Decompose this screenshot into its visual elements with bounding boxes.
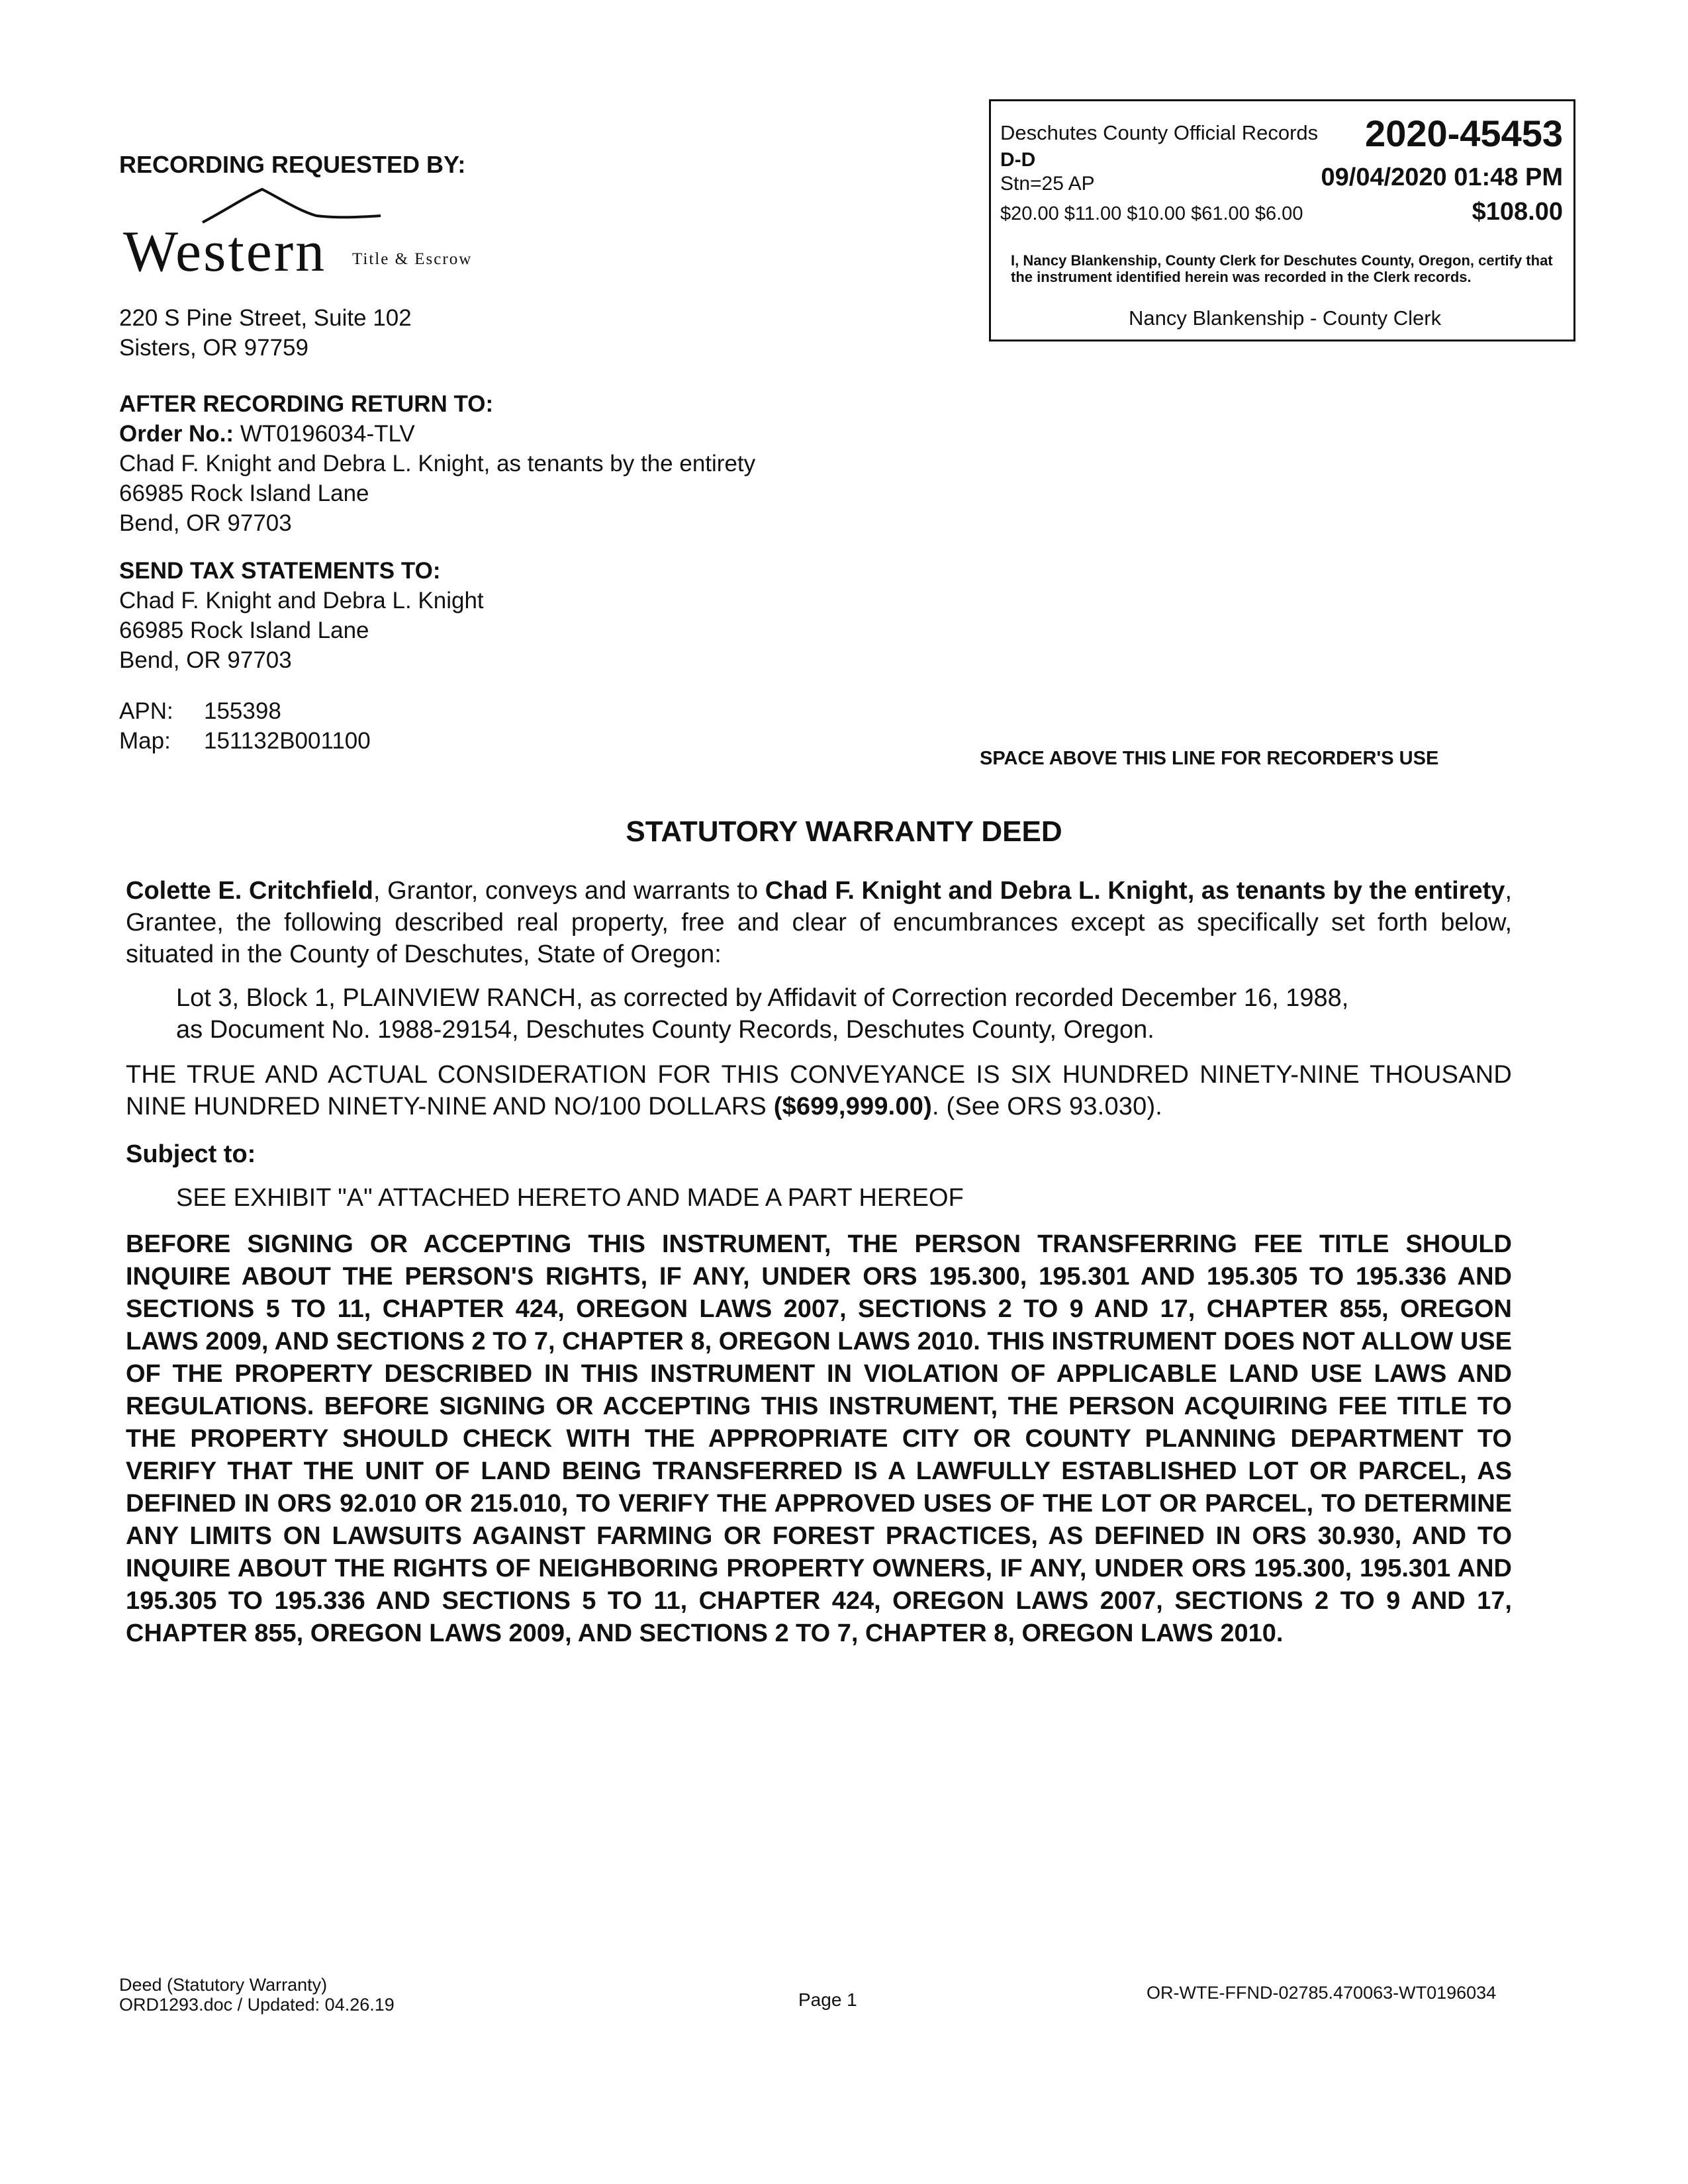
subject-to-text: SEE EXHIBIT "A" ATTACHED HERETO AND MADE A PART HEREOF bbox=[176, 1184, 964, 1212]
legal-description-line2-text: as Document No. 1988-29154, Deschutes County Records, Deschutes County, Oregon. bbox=[176, 1016, 1154, 1044]
grantor-name: Colette E. Critchfield bbox=[126, 877, 373, 905]
map-label: Map: bbox=[119, 728, 171, 754]
parcel-info bbox=[119, 696, 371, 756]
grantor-paragraph bbox=[126, 875, 1512, 970]
company-logo-subtitle: Title & Escrow bbox=[352, 250, 473, 268]
recorder-stamp bbox=[989, 99, 1575, 341]
tax-statements-line1: Chad F. Knight and Debra L. Knight bbox=[119, 588, 484, 614]
recorder-use-line: SPACE ABOVE THIS LINE FOR RECORDER'S USE bbox=[980, 748, 1439, 769]
order-number-value: WT0196034-TLV bbox=[240, 421, 415, 447]
stamp-clerk-signature: Nancy Blankenship - County Clerk bbox=[1129, 306, 1442, 330]
consideration-amount: ($699,999.00) bbox=[773, 1093, 932, 1120]
footer-form-info bbox=[119, 1975, 395, 2015]
footer-reference: OR-WTE-FFND-02785.470063-WT0196034 bbox=[1147, 1983, 1497, 2003]
apn-label: APN: bbox=[119, 698, 173, 724]
footer-form-file: ORD1293.doc / Updated: 04.26.19 bbox=[119, 1995, 395, 2015]
recording-requested-heading: RECORDING REQUESTED BY: bbox=[119, 151, 466, 178]
consideration-paragraph bbox=[126, 1059, 1512, 1122]
stamp-total: $108.00 bbox=[1472, 198, 1563, 226]
stamp-certification: I, Nancy Blankenship, County Clerk for Deschutes County, Oregon, certify that the instrument identified herein was recorded in the Clerk records. bbox=[1011, 252, 1553, 285]
grantee-text: , Grantee, the following described real property, free and clear of encumbrances except as specifically set forth below, situated in the County of Deschutes, State of Oregon: bbox=[126, 877, 1512, 968]
consideration-text: THE TRUE AND ACTUAL CONSIDERATION FOR THIS CONVEYANCE IS SIX HUNDRED NINETY-NINE THOUSAND NINE HUNDRED NINETY-NINE AND NO/100 DOLLARS bbox=[126, 1061, 1512, 1120]
deed-body bbox=[126, 875, 1512, 1650]
company-address bbox=[119, 303, 412, 363]
stamp-county-records: Deschutes County Official Records bbox=[1000, 121, 1319, 144]
return-to-block bbox=[119, 389, 755, 538]
order-number-label: Order No.: bbox=[119, 421, 234, 447]
stamp-datetime: 09/04/2020 01:48 PM bbox=[1321, 163, 1563, 191]
document-title: STATUTORY WARRANTY DEED bbox=[626, 815, 1062, 848]
legal-description-line1: Lot 3, Block 1, PLAINVIEW RANCH, as corrected by Affidavit of Correction recorded December 16, 1988, bbox=[176, 984, 1349, 1012]
company-address-line1: 220 S Pine Street, Suite 102 bbox=[119, 305, 412, 331]
tax-statements-block bbox=[119, 556, 484, 675]
legal-description bbox=[176, 982, 1512, 1046]
grantee-name: Chad F. Knight and Debra L. Knight, as tenants by the entirety bbox=[765, 877, 1505, 905]
company-logo-wordmark: Western bbox=[123, 220, 327, 284]
subject-to-heading: Subject to: bbox=[126, 1140, 256, 1168]
return-to-line3: Bend, OR 97703 bbox=[119, 510, 292, 536]
stamp-station: Stn=25 AP bbox=[1000, 173, 1095, 195]
return-to-heading: AFTER RECORDING RETURN TO: bbox=[119, 391, 494, 417]
return-to-line1: Chad F. Knight and Debra L. Knight, as tenants by the entirety bbox=[119, 451, 756, 477]
consideration-reference: . (See ORS 93.030). bbox=[931, 1093, 1163, 1120]
footer-page-number: Page 1 bbox=[798, 1989, 857, 2010]
footer-form-name: Deed (Statutory Warranty) bbox=[119, 1975, 328, 1995]
stamp-document-number: 2020-45453 bbox=[1365, 113, 1563, 154]
order-number bbox=[119, 419, 755, 449]
tax-statements-heading: SEND TAX STATEMENTS TO: bbox=[119, 558, 441, 584]
land-use-warning: BEFORE SIGNING OR ACCEPTING THIS INSTRUMENT, THE PERSON TRANSFERRING FEE TITLE SHOULD INQUIRE ABOUT THE PERSON'S RIGHTS, IF ANY, UNDER ORS 195.300, 195.301 AND 195.305 TO 195.336 AND SECTIONS 5 TO 11, CHAPTER 424, OREGON LAWS 2007, SECTIONS 2 TO 9 AND 17, CHAPTER 855, OREGON LAWS 2009, AND SECTIONS 2 TO 7, CHAPTER 8, OREGON LAWS 2010. THIS INSTRUMENT DOES NOT ALLOW USE OF THE PROPERTY DESCRIBED IN THIS INSTRUMENT IN VIOLATION OF APPLICABLE LAND USE LAWS AND REGULATIONS. BEFORE SIGNING OR ACCEPTING THIS INSTRUMENT, THE PERSON ACQUIRING FEE TITLE TO THE PROPERTY SHOULD CHECK WITH THE APPROPRIATE CITY OR COUNTY PLANNING DEPARTMENT TO VERIFY THAT THE UNIT OF LAND BEING TRANSFERRED IS A LAWFULLY ESTABLISHED LOT OR PARCEL, AS DEFINED IN ORS 92.010 OR 215.010, TO VERIFY THE APPROVED USES OF THE LOT OR PARCEL, TO DETERMINE ANY LIMITS ON LAWSUITS AGAINST FARMING OR FOREST PRACTICES, AS DEFINED IN ORS 30.930, AND TO INQUIRE ABOUT THE RIGHTS OF NEIGHBORING PROPERTY OWNERS, IF ANY, UNDER ORS 195.300, 195.301 AND 195.305 TO 195.336 AND SECTIONS 5 TO 11, CHAPTER 424, OREGON LAWS 2007, SECTIONS 2 TO 9 AND 17, CHAPTER 855, OREGON LAWS 2009, AND SECTIONS 2 TO 7, CHAPTER 8, OREGON LAWS 2010. bbox=[126, 1230, 1512, 1647]
legal-description-line2 bbox=[176, 1014, 1512, 1046]
company-address-line2: Sisters, OR 97759 bbox=[119, 335, 308, 361]
stamp-document-type: D-D bbox=[1000, 149, 1036, 171]
apn-value: 155398 bbox=[204, 698, 281, 724]
grantor-text: , Grantor, conveys and warrants to bbox=[373, 877, 765, 905]
tax-statements-line3: Bend, OR 97703 bbox=[119, 647, 292, 673]
return-to-line2: 66985 Rock Island Lane bbox=[119, 480, 369, 506]
tax-statements-line2: 66985 Rock Island Lane bbox=[119, 617, 369, 643]
stamp-fees: $20.00 $11.00 $10.00 $61.00 $6.00 bbox=[1000, 203, 1303, 224]
map-value: 151132B001100 bbox=[204, 728, 371, 754]
